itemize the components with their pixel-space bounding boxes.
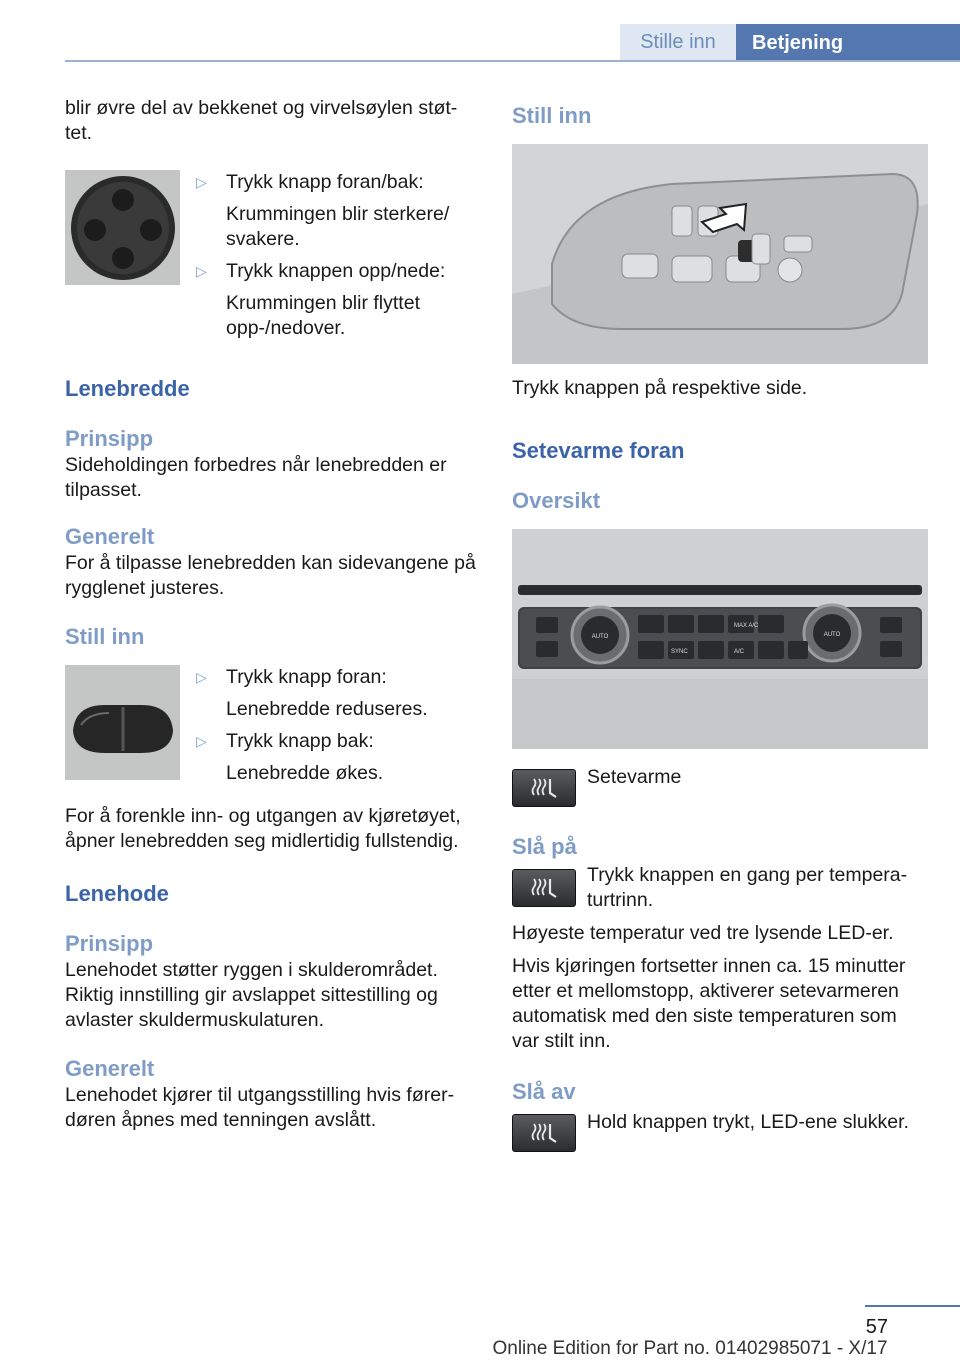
subsection-title-still-inn: Still inn	[65, 624, 145, 649]
edition-footer: Online Edition for Part no. 01402985071 - X/17	[492, 1338, 888, 1359]
bullet-detail: Krummingen blir sterkere/ svakere.	[226, 203, 450, 250]
sla-pa-paragraph-1: Høyeste temperatur ved tre lysende LED-er.	[512, 922, 894, 944]
lenehode-generelt-text: Lenehodet kjører til utgangsstilling hvis fører-døren åpnes med tenningen avslått.	[65, 1084, 455, 1131]
bullet-triangle-icon: ▷	[196, 733, 207, 749]
subsection-title-sla-av: Slå av	[512, 1079, 576, 1104]
auto-label-right: AUTO	[823, 632, 841, 638]
bullet-triangle-icon: ▷	[196, 669, 207, 685]
generelt-text: For å tilpasse lenebredden kan sidevangene på rygglenet justeres.	[65, 552, 476, 599]
bullet-detail: Lenebredde reduseres.	[226, 698, 428, 720]
sla-pa-row	[512, 864, 928, 913]
prinsipp-text: Sideholdingen forbedres når lenebredden er tilpasset.	[65, 454, 447, 501]
page-number: 57	[865, 1316, 888, 1338]
lumbar-row	[65, 170, 485, 341]
bullet-triangle-icon: ▷	[196, 263, 207, 279]
header-chapter-tab: Betjening	[736, 24, 960, 62]
lumbar-bullets	[196, 170, 485, 341]
subsection-title-generelt: Generelt	[65, 1056, 155, 1081]
bullet-label: Trykk knapp foran/bak:	[226, 171, 424, 193]
subsection-title-oversikt: Oversikt	[512, 488, 601, 513]
subsection-title-sla-pa: Slå på	[512, 834, 577, 859]
width-note: For å forenkle inn- og utgangen av kjøretøyet, åpner lenebredden seg midlertidig fullstendig.	[65, 805, 461, 852]
bullet-label: Trykk knappen opp/nede:	[226, 260, 446, 282]
sla-av-text: Hold knappen trykt, LED-ene slukker.	[587, 1111, 909, 1133]
sla-pa-paragraph-2: Hvis kjøringen fortsetter innen ca. 15 minutter etter et mellomstopp, aktiverer setevarmeren automatisk med den siste temperaturen som var stilt inn.	[512, 955, 906, 1052]
lumbar-knob-image	[65, 170, 180, 285]
seat-heating-button-icon	[512, 869, 576, 907]
footer-rule	[865, 1305, 960, 1307]
width-bullets	[196, 665, 485, 786]
header-section-tab: Stille inn	[620, 24, 736, 60]
seat-heating-button-icon	[512, 1114, 576, 1152]
maxac-label: MAX A/C	[734, 623, 759, 629]
setevarme-label: Setevarme	[587, 766, 682, 788]
subsection-title-generelt: Generelt	[65, 524, 155, 549]
sla-pa-text: Trykk knappen en gang per tempera-turtrinn.	[587, 864, 908, 911]
section-title-lenehode: Lenehode	[65, 881, 169, 906]
auto-label-left: AUTO	[591, 634, 609, 640]
setevarme-legend-row	[512, 766, 928, 807]
sla-av-row	[512, 1111, 928, 1152]
section-title-lenebredde: Lenebredde	[65, 376, 190, 401]
climate-panel-photo	[512, 529, 928, 749]
bullet-label: Trykk knapp bak:	[226, 730, 374, 752]
bullet-item	[196, 729, 485, 754]
left-column	[65, 96, 485, 1133]
bullet-detail: Lenebredde økes.	[226, 762, 384, 784]
right-column	[512, 96, 928, 1152]
lenehode-prinsipp-text: Lenehodet støtter ryggen i skulderområdet. Riktig innstilling gir avslappet sittestilling og avlaster skuldermuskulaturen.	[65, 959, 438, 1031]
section-title-setevarme: Setevarme foran	[512, 438, 685, 463]
header-rule	[65, 60, 960, 62]
bullet-item	[196, 170, 485, 195]
still-inn-text: Trykk knappen på respektive side.	[512, 377, 808, 399]
seat-switch-photo	[512, 144, 928, 364]
bullet-label: Trykk knapp foran:	[226, 666, 387, 688]
seat-heating-button-icon	[512, 769, 576, 807]
ac-label: A/C	[734, 649, 745, 655]
bullet-item	[196, 259, 485, 284]
width-switch-image	[65, 665, 180, 780]
bullet-item	[196, 665, 485, 690]
sync-label: SYNC	[671, 649, 688, 655]
bullet-detail: Krummingen blir flyttet opp-/nedover.	[226, 292, 420, 339]
subsection-title-prinsipp: Prinsipp	[65, 931, 154, 956]
width-row	[65, 665, 485, 786]
subsection-title-still-inn: Still inn	[512, 103, 592, 128]
subsection-title-prinsipp: Prinsipp	[65, 426, 154, 451]
intro-text: blir øvre del av bekkenet og virvelsøylen støt-tet.	[65, 97, 458, 144]
bullet-triangle-icon: ▷	[196, 174, 207, 190]
